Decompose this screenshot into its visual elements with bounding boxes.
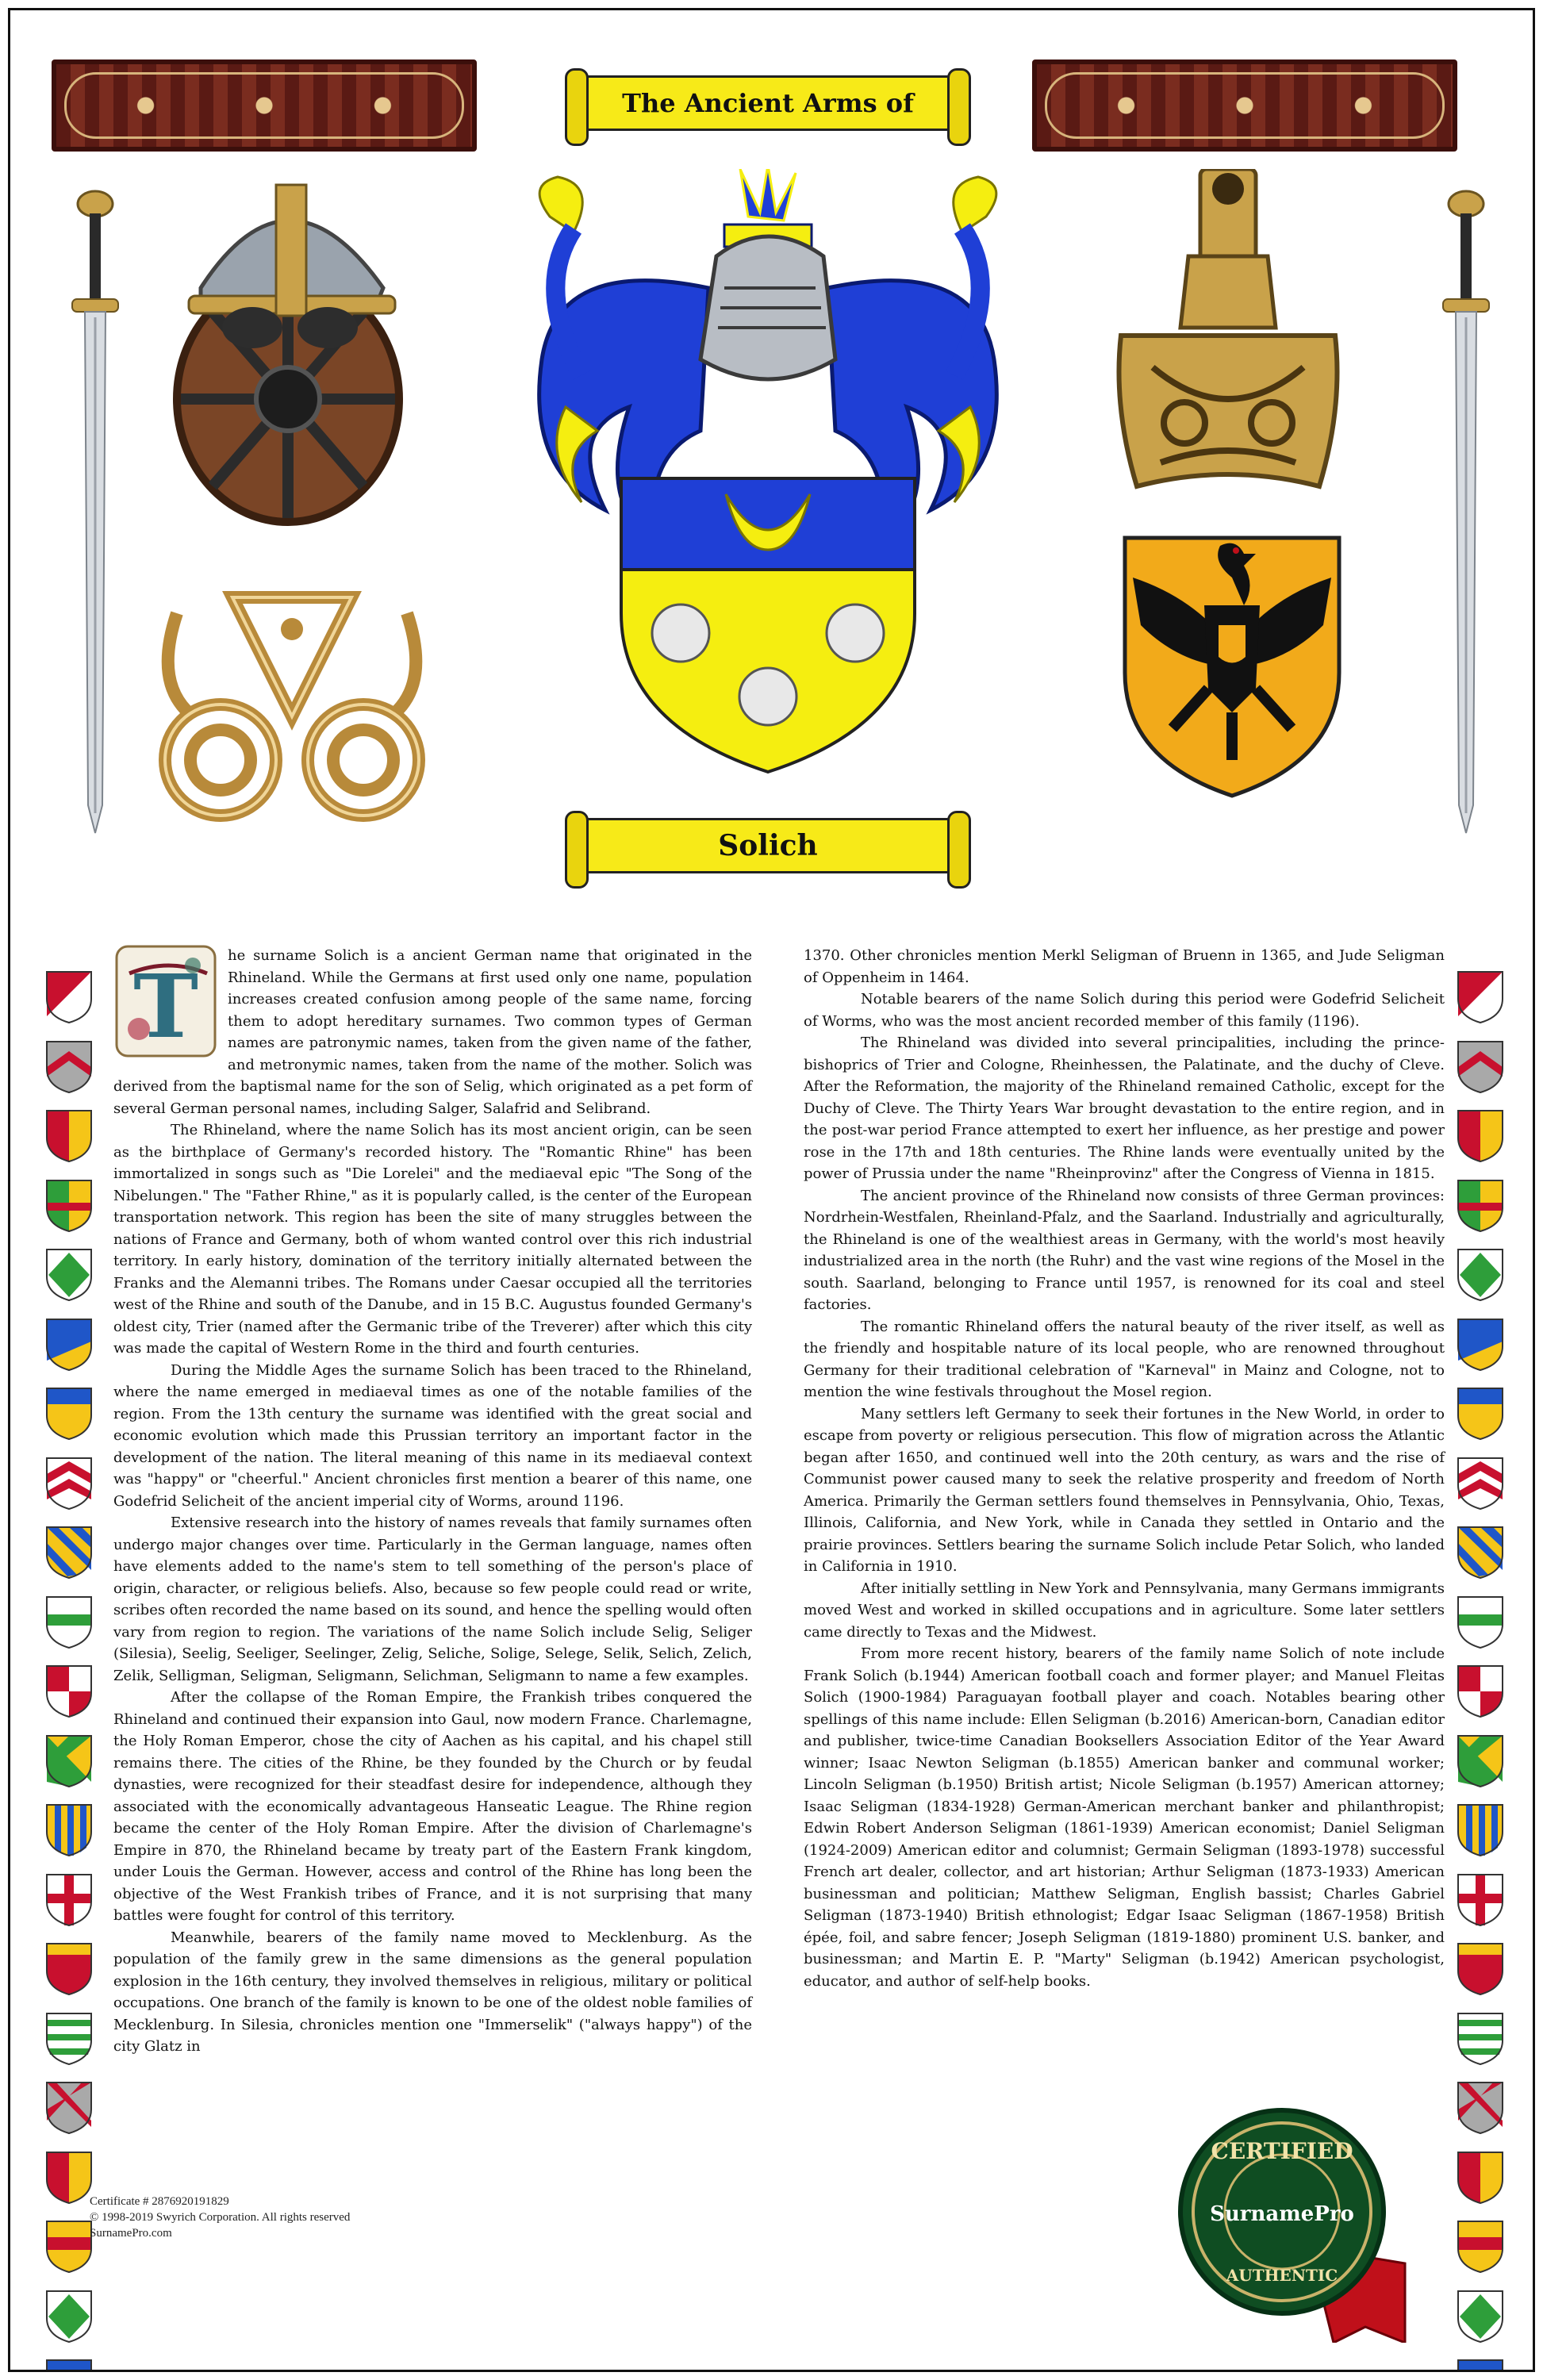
thors-hammer-icon <box>1105 169 1351 502</box>
eagle-shield-icon <box>1117 530 1347 800</box>
paragraph: After the collapse of the Roman Empire, the Frankish tribes conquered the Rhineland and continued their expansion into Gaul, now modern France. Charlemagne, the Holy Roman Emperor, chose the city of Aachen as his capital, and his chapel still remains there. The cities of the Rhine, be they founded by the Church or by feudal dynasties, were recognized for their steadfast desire for independence, although they associated with the economically advantageous Hanseatic League. The Rhine region became the center of the Holy Roman Empire. After the division of Charlemagne's Empire in 870, the Rhineland became by treaty part of the Eastern Frank kingdom, under Louis the German. However, access and control of the Rhine has long been the objective of the West Frankish tribes of France, and it is not surprising that many battles were fought for control of this territory. <box>113 1689 752 1924</box>
seal-bottom-text: AUTHENTIC <box>1226 2266 1338 2285</box>
heraldic-shield-icon <box>1457 970 1504 1024</box>
heraldic-shield-icon <box>45 970 93 1024</box>
svg-text:T: T <box>133 955 198 1058</box>
history-text <box>113 945 1446 2246</box>
heraldic-shield-icon <box>45 1248 93 1302</box>
heraldic-shield-icon <box>45 1387 93 1441</box>
surname-banner <box>582 818 954 873</box>
heraldic-shield-icon <box>45 1526 93 1580</box>
coat-of-arms-icon <box>510 169 1026 788</box>
surname-banner-text: Solich <box>718 829 818 862</box>
heraldic-shield-icon <box>1457 1664 1504 1718</box>
heraldic-shield-icon <box>45 1457 93 1511</box>
heraldic-shield-icon <box>1457 2151 1504 2205</box>
heraldic-shield-icon <box>1457 1942 1504 1996</box>
shield-column-right <box>1457 970 1506 2372</box>
left-column <box>113 945 752 2058</box>
heraldic-shield-icon <box>45 1942 93 1996</box>
heraldic-shield-icon <box>1457 2220 1504 2274</box>
title-banner <box>582 75 954 131</box>
heraldic-shield-icon <box>45 1803 93 1857</box>
paragraph: 1370. Other chronicles mention Merkl Seligman of Bruenn in 1365, and Jude Seligman of Oppenheim in 1464. <box>804 947 1445 986</box>
dropcap-letter <box>113 942 218 1061</box>
heraldic-shield-icon <box>1457 1248 1504 1302</box>
heraldic-shield-icon <box>45 2012 93 2066</box>
paragraph: Notable bearers of the name Solich during this period were Godefrid Selicheit of Worms, who was the most ancient recorded member of this family (1196). <box>804 991 1445 1030</box>
site-link: SurnamePro.com <box>90 2227 172 2240</box>
shield-column-left <box>45 970 94 2372</box>
heraldic-shield-icon <box>45 1595 93 1649</box>
paragraph: During the Middle Ages the surname Solich has been traced to the Rhineland, where the name emerged in mediaeval times as one of the notable families of the region. From the 13th century the surname was identified with the great social and economic evolution which made this Prussian territory an important factor in the development of the nation. The literal meaning of this name in its mediaeval context was "happy" or "cheerful." Ancient chronicles first mention a bearer of this name, one Godefrid Selicheit of the ancient imperial city of Worms, around 1196. <box>113 1361 752 1510</box>
heraldic-shield-icon <box>1457 1109 1504 1163</box>
heraldic-shield-icon <box>1457 2012 1504 2066</box>
heraldic-shield-icon <box>45 1318 93 1372</box>
heraldic-shield-icon <box>1457 1873 1504 1927</box>
paragraph: The ancient province of the Rhineland now consists of three German provinces: Nordrhein-Westfalen, Rheinland-Pfalz, and the Saarland. Industrially and agriculturally, the Rhineland is one of the wealthiest areas in Germany, with the world's most heavily industrialized area in the north (the Ruhr) and the vast wine regions of the Mosel in the south. Saarland, belonging to France until 1957, is renowned for its coal and steel factories. <box>804 1187 1445 1313</box>
paragraph: The Rhineland was divided into several principalities, including the prince-bishoprics of Trier and Cologne, Rheinhessen, the Palatinate, and the duchy of Cleve. After the Reformation, the majority of the Rhineland remained Catholic, except for the Duchy of Cleve. The Thirty Years War brought devastation to the entire region, and in the post-war period France attempted to exert her influence, as her prestige and power rose in the 17th and 18th centuries. The Rhine lands were eventually united by the power of Prussia under the name "Rheinprovinz" after the Congress of Vienna in 1815. <box>804 1035 1445 1182</box>
paragraph: Extensive research into the history of names reveals that family surnames often undergo major changes over time. Particularly in the German language, names often have elements added to the name's stem to tell something of the person's place of origin, character, or religious beliefs. Also, because so few people could read or write, scribes often recorded the name based on its sound, and hence the spelling would often vary from region to region. The variations of the name Solich include Selig, Seliger (Silesia), Seelig, Seeliger, Seelinger, Zelig, Seliche, Solige, Selege, Selik, Selich, Zelich, Zelik, Selligman, Seligman, Seligmann, Selichman, Seligmann to name a few examples. <box>113 1514 752 1684</box>
sword-right-icon <box>1438 186 1494 837</box>
paragraph: Many settlers left Germany to seek their fortunes in the New World, in order to escape from poverty or religious persecution. This flow of migration across the Atlantic began after 1650, and continued well into the 20th century, as wars and the rise of Communist power caused many to seek the relative prosperity and freedom of North America. Primarily the German settlers found themselves in Pennsylvania, Ohio, Texas, Illinois, California, and New York, while in Canada they settled in Ontario and the prairie provinces. Settlers bearing the surname Solich include Petar Solich, who landed in California in 1910. <box>804 1405 1445 1575</box>
certified-seal-icon <box>1175 2105 1413 2343</box>
heraldic-shield-icon <box>1457 1387 1504 1441</box>
celtic-knot-icon <box>145 566 439 827</box>
heraldic-shield-icon <box>1457 1040 1504 1094</box>
paragraph: he surname Solich is a ancient German name that originated in the Rhineland. While the Germans at first used only one name, population increases created confusion among people of the same name, forcing them to adopt hereditary surnames. Two common types of German names are patronymic names, taken from the given name of the father, and metronymic names, taken from the name of the mother. Solich was derived from the baptismal name for the son of Selig, which originated as a pet form of several German personal names, including Salger, Salafrid and Selibrand. <box>113 947 752 1117</box>
heraldic-shield-icon <box>1457 1595 1504 1649</box>
heraldic-shield-icon <box>45 2359 93 2372</box>
helmet-shield-icon <box>169 169 415 526</box>
heraldic-shield-icon <box>45 2081 93 2135</box>
heraldic-shield-icon <box>1457 1803 1504 1857</box>
heraldic-shield-icon <box>45 2290 93 2344</box>
heraldic-shield-icon <box>45 1109 93 1163</box>
heraldic-shield-icon <box>1457 1526 1504 1580</box>
sword-left-icon <box>67 186 123 837</box>
heraldic-shield-icon <box>1457 2359 1504 2372</box>
paragraph: After initially settling in New York and Pennsylvania, many Germans immigrants moved West and worked in skilled occupations and in agriculture. Some later settlers came directly to Texas and the Midwest. <box>804 1580 1445 1641</box>
title-banner-text: The Ancient Arms of <box>622 88 914 118</box>
paragraph: From more recent history, bearers of the family name Solich of note include Frank Solich (b.1944) American football coach and former player; and Manuel Fleitas Solich (1900-1984) Paraguayan football player and coach. Notables bearing other spellings of this name include: Ellen Seligman (b.2016) American-born, Canadian editor and publisher, twice-time Canadian Booksellers Association Editor of the Year Award winner; Isaac Newton Seligman (b.1855) American banker and communal worker; Lincoln Seligman (b.1950) British artist; Nicole Seligman (b.1957) American attorney; Isaac Seligman (1834-1928) German-American merchant banker and philanthropist; Edwin Robert Anderson Seligman (1861-1939) American economist; Daniel Seligman (1924-2009) American editor and columnist; Germain Seligman (1893-1978) successful French art dealer, collector, and art historian; Arthur Seligman (1873-1933) American businessman and politician; Matthew Seligman, English bassist; Charles Gabriel Seligman (1873-1940) British ethnologist; Edgar Isaac Seligman (1867-1958) British épée, foil, and sabre fencer; Joseph Seligman (1819-1880) prominent U.S. banker, and businessman; and Martin E. P. "Marty" Seligman (b.1942) American psychologist, educator, and author of self-help books. <box>804 1645 1445 1990</box>
ornamental-panel-right <box>1032 60 1457 152</box>
heraldic-shield-icon <box>1457 1318 1504 1372</box>
heraldic-shield-icon <box>45 2151 93 2205</box>
certificate-number: Certificate # 2876920191829 <box>90 2195 229 2208</box>
heraldic-shield-icon <box>1457 2290 1504 2344</box>
right-column <box>804 945 1445 1992</box>
paragraph: The romantic Rhineland offers the natural beauty of the river itself, as well as the friendly and hospitable nature of its local people, who are renowned throughout Germany for their traditional celebration of "Karneval" in Mainz and Cologne, not to mention the wine festivals throughout the Mosel region. <box>804 1318 1445 1400</box>
heraldic-shield-icon <box>45 2220 93 2274</box>
seal-top-text: CERTIFIED <box>1211 2138 1353 2164</box>
heraldic-shield-icon <box>1457 2081 1504 2135</box>
heraldic-shield-icon <box>45 1734 93 1788</box>
copyright-notice: © 1998-2019 Swyrich Corporation. All rights reserved <box>90 2211 351 2224</box>
heraldic-shield-icon <box>45 1040 93 1094</box>
heraldic-shield-icon <box>45 1664 93 1718</box>
certificate-footer <box>90 2194 350 2241</box>
heraldic-shield-icon <box>45 1873 93 1927</box>
certificate-page <box>8 8 1535 2372</box>
paragraph: Meanwhile, bearers of the family name moved to Mecklenburg. As the population of the family grew in the same dimensions as the general population explosion in the 16th century, they involved themselves in religious, military or political occupations. One branch of the family is known to be one of the oldest noble families of Mecklenburg. In Silesia, chronicles mention one "Immerselik" ("always happy") of the city Glatz in <box>113 1929 752 2055</box>
heraldic-shield-icon <box>1457 1457 1504 1511</box>
heraldic-shield-icon <box>1457 1734 1504 1788</box>
heraldic-shield-icon <box>1457 1179 1504 1233</box>
heraldic-shield-icon <box>45 1179 93 1233</box>
seal-brand-text: SurnamePro <box>1210 2202 1354 2226</box>
paragraph: The Rhineland, where the name Solich has its most ancient origin, can be seen as the birthplace of Germany's recorded history. The "Romantic Rhine" has been immortalized in songs such as "Die Lorelei" and the mediaeval epic "The Song of the Nibelungen." The "Father Rhine," as it is popularly called, is the center of the European transportation network. This region has been the site of many struggles between the nations of France and Germany, both of whom wanted control over this rich industrial territory. In early history, domination of the territory initially alternated between the Franks and the Alemanni tribes. The Romans under Caesar occupied all the territories west of the Rhine and south of the Danube, and in 15 B.C. Augustus founded Germany's oldest city, Trier (named after the Germanic tribe of the Treverer) after which this city was made the capital of Western Rome in the third and fourth centuries. <box>113 1122 752 1357</box>
ornamental-panel-left <box>52 60 477 152</box>
